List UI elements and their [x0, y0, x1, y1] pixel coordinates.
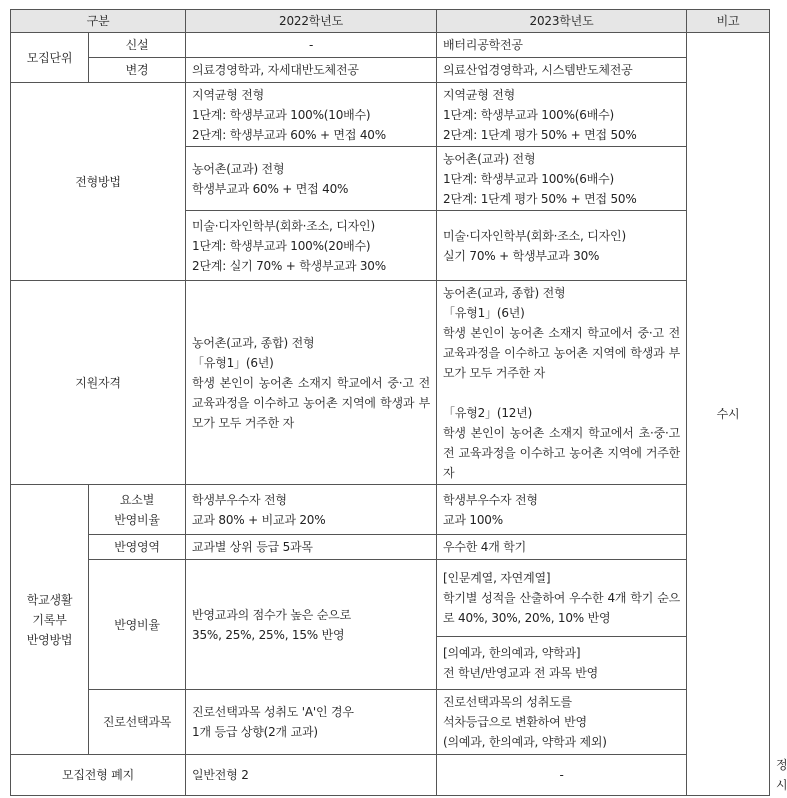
records-ratio-row-a: [11, 560, 770, 637]
records-ratio-2023-b: [의예과, 한의예과, 약학과] 전 학년/반영교과 전 과목 반영: [437, 637, 687, 690]
records-element-2023: 학생부우수자 전형 교과 100%: [437, 485, 687, 535]
header-remark: 비고: [687, 10, 770, 33]
records-area-label: 반영영역: [89, 535, 186, 560]
remark-occasional: 수시: [687, 33, 770, 796]
records-ratio-2022: 반영교과의 점수가 높은 순으로 35%, 25%, 25%, 15% 반영: [186, 560, 437, 690]
recruit-new-label: 신설: [89, 33, 186, 58]
records-career-2023: 진로선택과목의 성취도를 석차등급으로 변환하여 반영 (의예과, 한의예과, 약학과 제외): [437, 690, 687, 755]
method-2-2023: 농어촌(교과) 전형 1단계: 학생부교과 100%(6배수) 2단계: 1단계 평가 50% + 면접 50%: [437, 147, 687, 211]
records-area-2023: 우수한 4개 학기: [437, 535, 687, 560]
recruit-change-row: [11, 58, 770, 83]
abolish-2022: 일반전형 2: [186, 755, 437, 796]
recruit-new-row: [11, 33, 770, 58]
records-area-row: [11, 535, 770, 560]
admission-comparison-table: [10, 9, 787, 796]
header-2023: 2023학년도: [437, 10, 687, 33]
records-area-2022: 교과별 상위 등급 5과목: [186, 535, 437, 560]
eligibility-row: [11, 281, 770, 485]
method-1-2022: 지역균형 전형 1단계: 학생부교과 100%(10배수) 2단계: 학생부교과 60% + 면접 40%: [186, 83, 437, 147]
eligibility-2023: [437, 281, 687, 485]
abolish-label: 모집전형 폐지: [11, 755, 186, 796]
header-category: 구분: [11, 10, 186, 33]
header-row: [11, 10, 770, 33]
method-label: 전형방법: [11, 83, 186, 281]
method-3-2022: 미술·디자인학부(회화·조소, 디자인) 1단계: 학생부교과 100%(20배수) 2단계: 실기 70% + 학생부교과 30%: [186, 211, 437, 281]
method-3-2023: 미술·디자인학부(회화·조소, 디자인) 실기 70% + 학생부교과 30%: [437, 211, 687, 281]
eligibility-label: 지원자격: [11, 281, 186, 485]
eligibility-2022: 농어촌(교과, 종합) 전형 「유형1」(6년) 학생 본인이 농어촌 소재지 학교에서 중·고 전 교육과정을 이수하고 농어촌 지역에 학생과 부모가 모두 거주한 자: [186, 281, 437, 485]
records-element-row: [11, 485, 770, 535]
method-2-2022: 농어촌(교과) 전형 학생부교과 60% + 면접 40%: [186, 147, 437, 211]
records-career-label: 진로선택과목: [89, 690, 186, 755]
records-element-label: 요소별 반영비율: [89, 485, 186, 535]
recruit-change-2023: 의료산업경영학과, 시스템반도체전공: [437, 58, 687, 83]
method-row-1: [11, 83, 770, 147]
records-element-2022: 학생부우수자 전형 교과 80% + 비교과 20%: [186, 485, 437, 535]
records-career-row: [11, 690, 770, 755]
records-label: 학교생활 기록부 반영방법: [11, 485, 89, 755]
recruit-new-2023: 배터리공학전공: [437, 33, 687, 58]
method-1-2023: 지역균형 전형 1단계: 학생부교과 100%(6배수) 2단계: 1단계 평가 50% + 면접 50%: [437, 83, 687, 147]
eligibility-2023-type2: 「유형2」(12년) 학생 본인이 농어촌 소재지 학교에서 초·중·고 전 교육과정을 이수하고 농어촌 지역에 거주한 자: [443, 405, 681, 480]
recruit-change-2022: 의료경영학과, 자세대반도체전공: [186, 58, 437, 83]
recruit-unit-label: 모집단위: [11, 33, 89, 83]
abolish-row: 모집전형 폐지 일반전형 2 - 정시: [11, 755, 770, 796]
records-ratio-label: 반영비율: [89, 560, 186, 690]
records-career-2022: 진로선택과목 성취도 'A'인 경우 1개 등급 상향(2개 교과): [186, 690, 437, 755]
eligibility-2023-type1: 농어촌(교과, 종합) 전형 「유형1」(6년) 학생 본인이 농어촌 소재지 학교에서 중·고 전 교육과정을 이수하고 농어촌 지역에 학생과 부모가 모두 거주한 자: [443, 285, 681, 380]
records-ratio-2023-a: [인문계열, 자연계열] 학기별 성적을 산출하여 우수한 4개 학기 순으로 40%, 30%, 20%, 10% 반영: [437, 560, 687, 637]
recruit-new-2022: -: [186, 33, 437, 58]
header-2022: 2022학년도: [186, 10, 437, 33]
abolish-2023: -: [437, 755, 687, 796]
recruit-change-label: 변경: [89, 58, 186, 83]
